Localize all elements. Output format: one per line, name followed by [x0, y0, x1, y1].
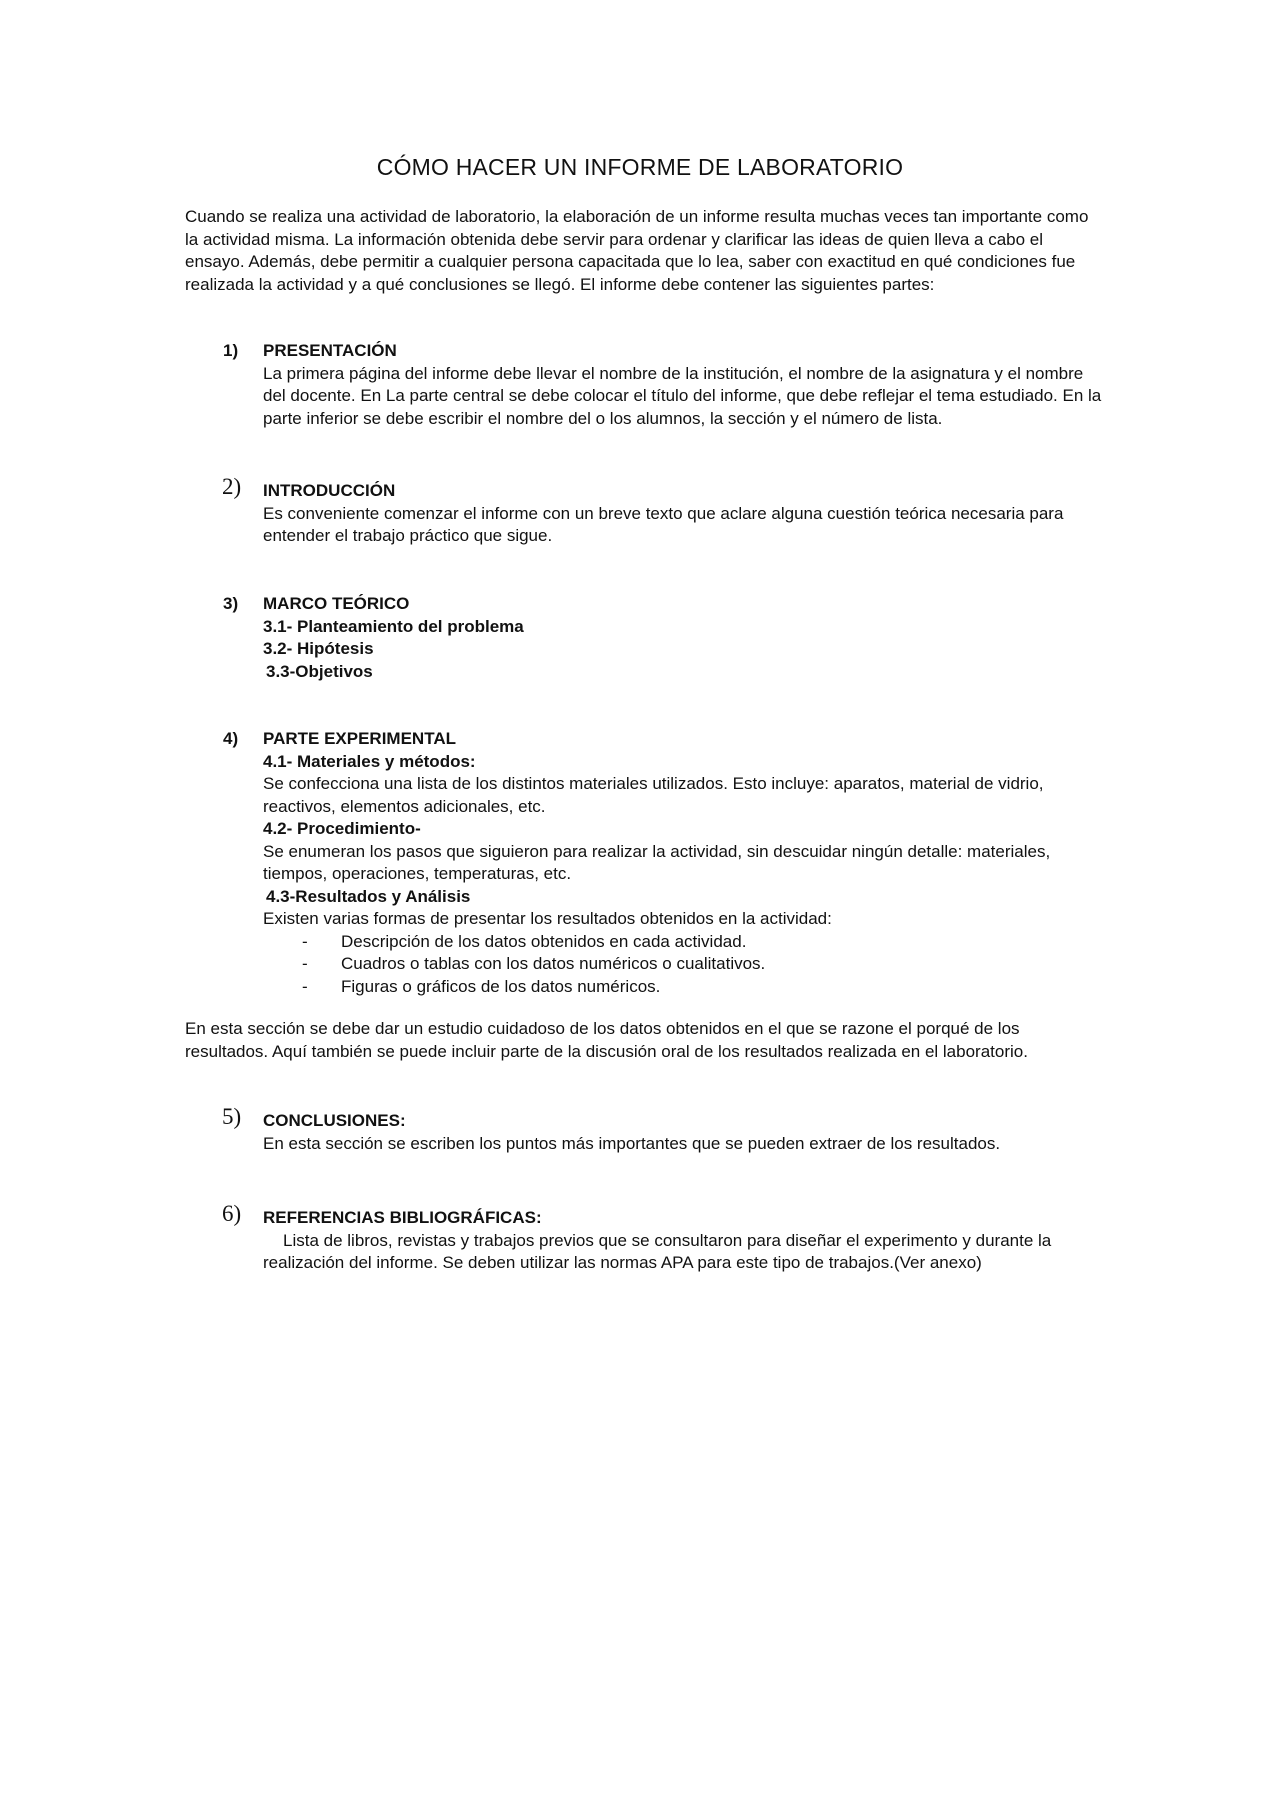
document-title: CÓMO HACER UN INFORME DE LABORATORIO	[376, 154, 904, 180]
subsection-heading: 4.2- Procedimiento-	[263, 819, 421, 838]
bullet-dash: -	[302, 931, 308, 951]
section-number: 3)	[223, 594, 239, 613]
section-number: 6)	[222, 1201, 242, 1226]
subsection-heading: 3.2- Hipótesis	[263, 639, 374, 658]
list-item: - Descripción de los datos obtenidos en cada actividad.	[263, 931, 1105, 954]
section-heading: INTRODUCCIÓN	[263, 481, 396, 500]
list-item: - Figuras o gráficos de los datos numéricos.	[263, 976, 1105, 999]
section-text: En esta sección se escriben los puntos más importantes que se pueden extraer de los resultados.	[263, 1133, 1001, 1153]
section-text: Lista de libros, revistas y trabajos previos que se consultaron para diseñar el experimento y durante la realización del informe. Se deben utilizar las normas APA para este tipo de trabajos.(Ver anexo)	[263, 1230, 1052, 1272]
subsection-text: Se enumeran los pasos que siguieron para realizar la actividad, sin descuidar ningún detalle: materiales, tiempos, operaciones, temperaturas, etc.	[263, 841, 1051, 883]
section-number: 4)	[223, 729, 239, 748]
section-heading: MARCO TEÓRICO	[263, 594, 410, 613]
bullet-dash: -	[302, 954, 308, 973]
section-number: 1)	[223, 341, 239, 360]
section-heading: CONCLUSIONES:	[263, 1111, 406, 1130]
subsection-text: Se confecciona una lista de los distintos materiales utilizados. Esto incluye: aparatos, material de vidrio, reactivos, elementos adicionales, etc.	[263, 774, 1044, 816]
intro-paragraph: Cuando se realiza una actividad de laboratorio, la elaboración de un informe resulta muchas veces tan importante como la actividad misma. La información obtenida debe servir para ordenar y clarificar las ideas de quien lleva a cabo el ensayo. Además, debe permitir a cualquier persona capacitada que lo lea, saber con exactitud en qué condiciones fue realizada la actividad y a qué conclusiones se llegó. El informe debe contener las siguientes partes:	[185, 207, 1089, 294]
analysis-paragraph: En esta sección se debe dar un estudio cuidadoso de los datos obtenidos en el que se razone el porqué de los resultados. Aquí también se puede incluir parte de la discusión oral de los resultados realizada en el laboratorio.	[185, 1019, 1028, 1061]
subsection-heading: 4.3-Resultados y Análisis	[266, 886, 471, 906]
list-item: - Cuadros o tablas con los datos numéricos o cualitativos.	[263, 953, 1105, 976]
bullet-dash: -	[302, 976, 308, 996]
section-heading: PARTE EXPERIMENTAL	[263, 729, 456, 748]
section-number: 5)	[222, 1104, 242, 1129]
subsection-heading: 3.1- Planteamiento del problema	[263, 616, 524, 636]
section-text: Es conveniente comenzar el informe con un breve texto que aclare alguna cuestión teórica necesaria para entender el trabajo práctico que sigue.	[263, 503, 1064, 545]
results-bullet-list	[263, 931, 1105, 999]
subsection-heading: 4.1- Materiales y métodos:	[263, 751, 476, 771]
section-number: 2)	[222, 474, 242, 499]
subsection-heading: 3.3-Objetivos	[266, 661, 373, 681]
section-heading: PRESENTACIÓN	[263, 341, 397, 360]
subsection-text: Existen varias formas de presentar los resultados obtenidos en la actividad:	[263, 909, 832, 928]
section-heading: REFERENCIAS BIBLIOGRÁFICAS:	[263, 1208, 542, 1227]
section-text: La primera página del informe debe llevar el nombre de la institución, el nombre de la asignatura y el nombre del docente. En La parte central se debe colocar el título del informe, que debe reflejar el tema estudiado. En la parte inferior se debe escribir el nombre del o los alumnos, la sección y el número de lista.	[263, 363, 1102, 428]
